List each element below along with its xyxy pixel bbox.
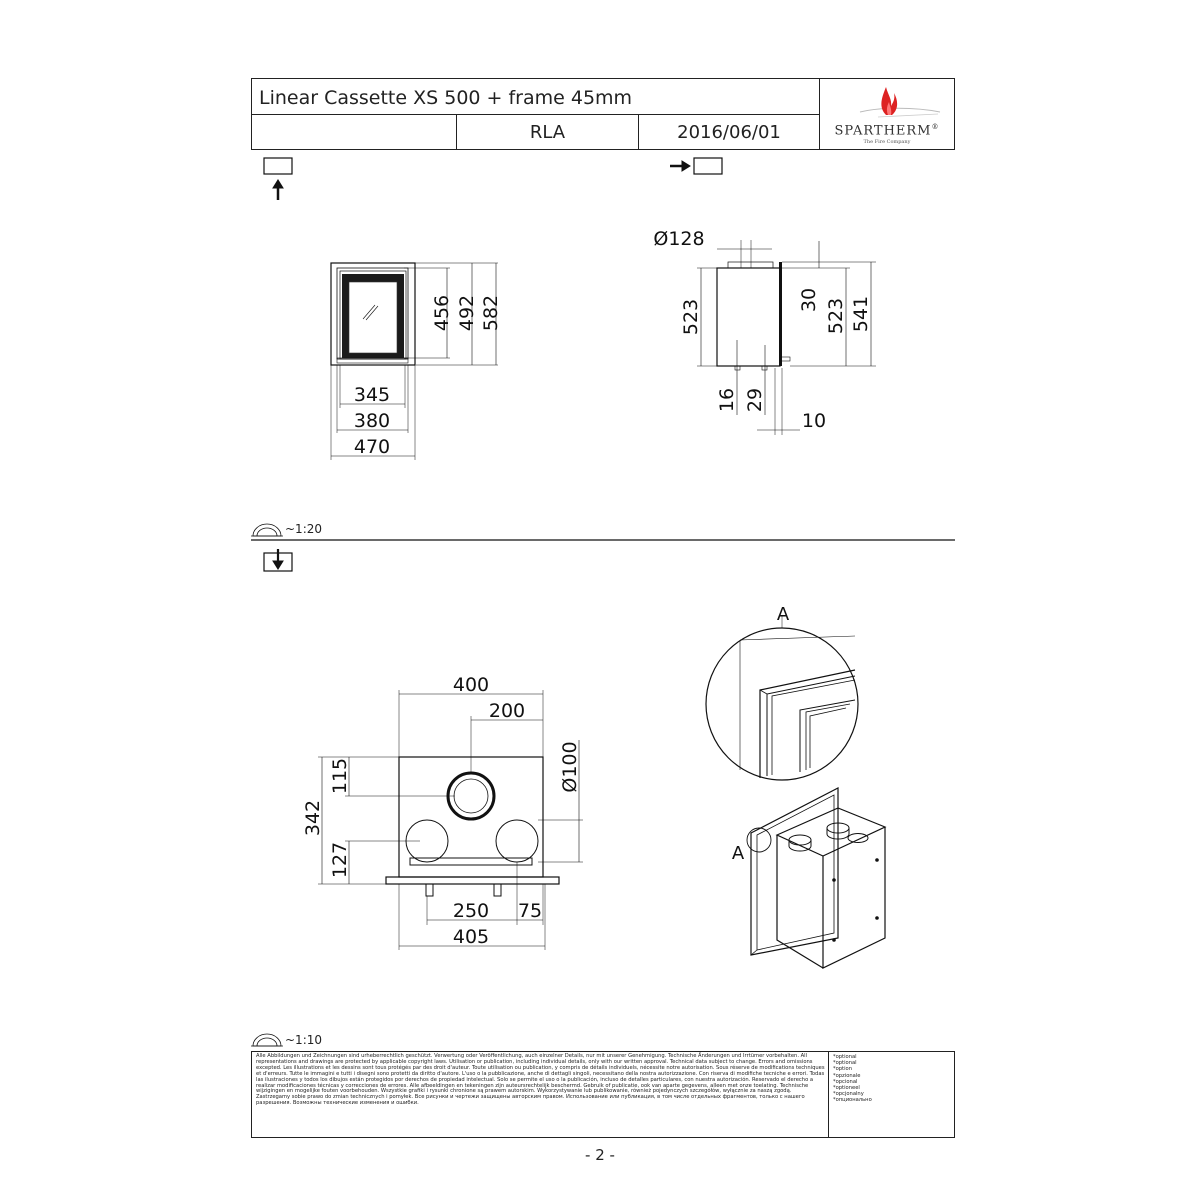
dim-115-label: 115: [329, 757, 351, 795]
scale-ruler-icon-bottom: [251, 1034, 283, 1046]
option-note: *optional: [833, 1054, 857, 1060]
option-note: *optioneel: [833, 1085, 860, 1092]
dim-200-label: 200: [488, 700, 526, 722]
dim-523-left-label: 523: [680, 298, 702, 336]
side-view-icon: [670, 158, 722, 174]
dim-470-label: 470: [353, 436, 391, 458]
dim-345-label: 345: [353, 384, 391, 406]
dim-405-label: 405: [452, 926, 490, 948]
drawing-date: 2016/06/01: [677, 122, 781, 143]
front-view-icon: [264, 158, 292, 200]
options-column: [828, 1052, 956, 1137]
dim-75-label: 75: [517, 900, 543, 922]
registered-mark: ®: [931, 123, 940, 131]
detail-a-view: [706, 616, 858, 780]
dim-342-label: 342: [302, 799, 324, 837]
dim-29-label: 29: [744, 387, 766, 413]
dim-456-label: 456: [431, 294, 453, 332]
dim-380-label: 380: [353, 410, 391, 432]
dim-250-label: 250: [452, 900, 490, 922]
dim-16-label: 16: [716, 387, 738, 413]
option-note: *opzionale: [833, 1072, 861, 1079]
scale-label-bottom: ~1:10: [285, 1033, 323, 1047]
option-note: *option: [833, 1066, 852, 1073]
option-note: *optional: [833, 1060, 857, 1067]
brand-name: SPARTHERM®: [834, 123, 940, 139]
dim-523-right-label: 523: [825, 297, 847, 335]
detail-a-label: A: [776, 604, 790, 625]
drawing-code: RLA: [529, 122, 566, 143]
isometric-view: [747, 788, 885, 968]
dim-582-label: 582: [480, 294, 502, 332]
dim-10-label: 10: [801, 410, 827, 432]
dim-dia128-label: Ø128: [653, 228, 705, 250]
dim-dia100-label: Ø100: [559, 741, 581, 793]
dim-541-label: 541: [850, 295, 872, 333]
scale-label-top: ~1:20: [285, 522, 323, 536]
drawing-title: Linear Cassette XS 500 + frame 45mm: [259, 87, 633, 109]
top-view-icon: [264, 549, 292, 571]
scale-ruler-icon: [251, 524, 283, 536]
brand-tagline: The Fire Company: [863, 139, 911, 145]
isometric-a-label: A: [731, 843, 745, 864]
page-number: - 2 -: [585, 1146, 615, 1164]
option-note: *opcional: [833, 1078, 858, 1085]
disclaimer-box: [251, 1051, 955, 1138]
dim-400-label: 400: [452, 674, 490, 696]
dim-492-label: 492: [456, 294, 478, 332]
option-note: *opcjonalny: [833, 1091, 864, 1098]
top-view: [318, 690, 583, 950]
dim-30-label: 30: [798, 287, 820, 313]
dim-127-label: 127: [329, 841, 351, 879]
option-note: *опционально: [833, 1097, 872, 1104]
disclaimer-text: Alle Abbildungen und Zeichnungen sind urheberrechtlich geschützt. Verwertung oder Veröffentlichung, auch einzelner Details, nur mit unserer Genehmigung. Technische Änderungen und Irrtümer vorbehalten. All representations and drawings are protected by applicable copyright laws. Utilisation or publication, including individual details, only with our written approval. Technical data subject to change. Errors and omissions excepted. Les illustrations et les dessins sont tous protégés par des droit d'auteur. Toute utilisation ou publication, y compris de détails individuels, nécessite notre autorisation. Sous réserve de modifications techniques et d'erreurs. Tutte le immagini e tutti i disegni sono protetti da diritto d'autore. L'uso o la pubblicazione, anche di dettagli singoli, necessitano della nostra autorizzazione. Con riserva di modifiche tecniche e errori. Todas las ilustraciones y todos los dibujos están protegidos por derechos de propiedad intelectual. Solo se permite el uso o la publicación, incluso de detalles particulares, con nuestra autorización. Reservado el derecho a realizar modificaciones técnicas y correcciones de errores. Alle afbeeldingen en tekeningen zijn auteursrechtelijk beschermd. Gebruik of publicatie, ook van aparte gegevens, alleen met onze toelating. Technische wijzigingen en mogelijke fouten voorbehouden. Wszystkie grafiki i rysunki chronione są prawem autorskim. Wykorzystywanie lub publikowanie, również pojedynczych szczegółów, wyłącznie za naszą zgodą. Zastrzegamy sobie prawo do zmian technicznych i pomyłek. Все рисунки и чертежи защищены авторским правом. Использование или публикация, в том числе отдельных фрагментов, только с нашего разрешения. Возможны технические изменения и ошибки.: [256, 1053, 825, 1107]
